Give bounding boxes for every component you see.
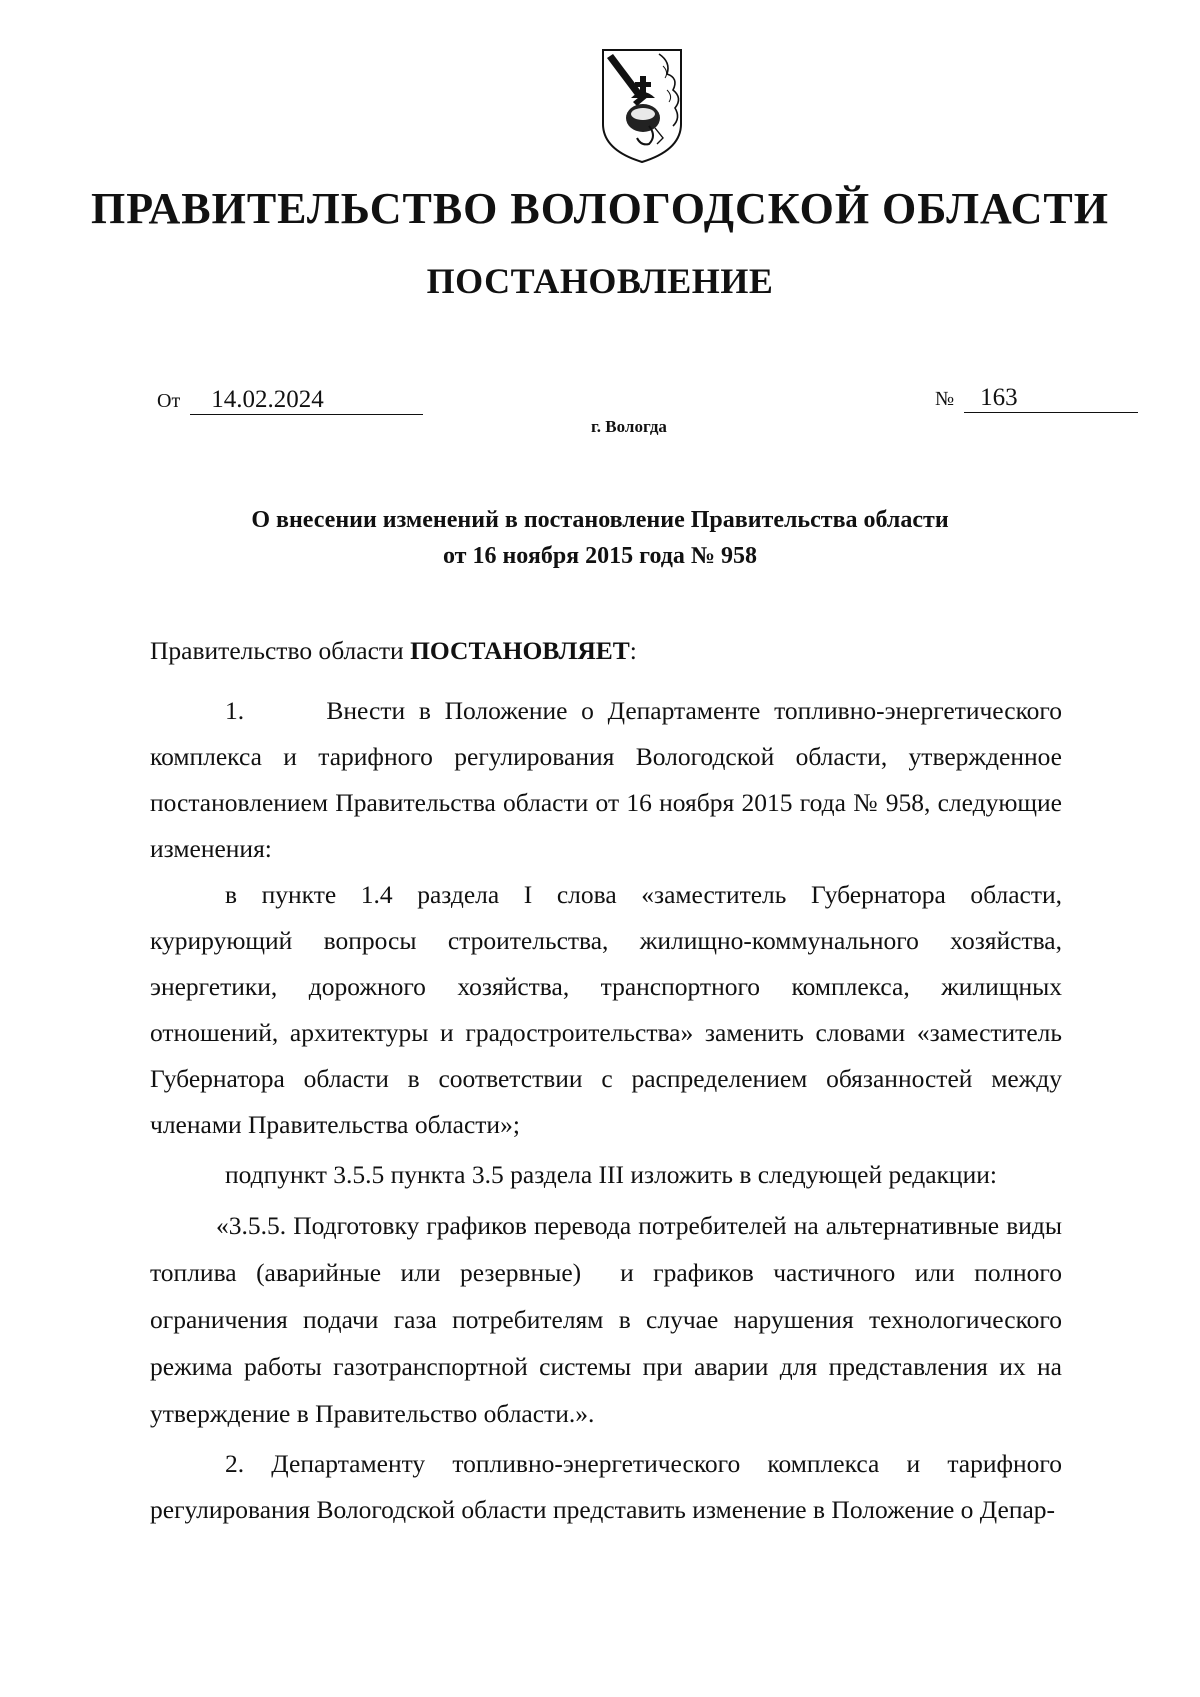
government-title: ПРАВИТЕЛЬСТВО ВОЛОГОДСКОЙ ОБЛАСТИ [91,184,1109,233]
number-prefix: № [935,388,955,410]
paragraph-5: 2. Департаменту топливно-энергетического комплекса и тарифного регулирования Вологодской области представить изменение в Положение о Депар- [150,1449,1062,1524]
city-label: г. Вологда [591,417,667,436]
document-body [150,688,1069,1533]
intro-colon: : [629,636,637,665]
intro-text: Правительство области [150,636,411,665]
resolution-intro [150,628,1062,674]
paragraph-4: «3.5.5. Подготовку графиков перевода потребителей на альтернативные виды топлива (аварийные или резервные) и графиков частичного или полного ограничения подачи газа потребителям в случае нарушения технологического режима работы газотранспортной системы при аварии для представления их на утверждение в Правительство области.». [150,1211,1069,1428]
paragraph-2: в пункте 1.4 раздела I слова «заместитель Губернатора области, курирующий вопросы строительства, жилищно-коммунального хозяйства, энергетики, дорожного хозяйства, транспортного комплекса, жилищных отношений, архитектуры и градостроительства» заменить словами «заместитель Губернатора области в соответствии с распределением обязанностей между членами Правительства области»; [150,880,1062,1139]
coat-of-arms-emblem-icon [597,46,687,166]
document-subject [150,502,1050,574]
document-type-title: ПОСТАНОВЛЕНИЕ [426,261,774,301]
subject-line-1: О внесении изменений в постановление Правительства области [251,507,949,533]
date-value: 14.02.2024 [190,386,423,415]
number-field [935,384,1138,413]
paragraph-1: 1. Внести в Положение о Департаменте топливно-энергетического комплекса и тарифного регулирования Вологодской области, утвержденное постановлением Правительства области от 16 ноября 2015 года № 958, следующие изменения: [150,696,1069,863]
subject-line-2: от 16 ноября 2015 года № 958 [442,543,758,569]
paragraph-3: подпункт 3.5.5 пункта 3.5 раздела III изложить в следующей редакции: [225,1160,997,1189]
date-prefix: От [157,390,181,412]
date-field [157,386,423,415]
number-value: 163 [964,384,1138,413]
intro-keyword: ПОСТАНОВЛЯЕТ [410,636,630,665]
